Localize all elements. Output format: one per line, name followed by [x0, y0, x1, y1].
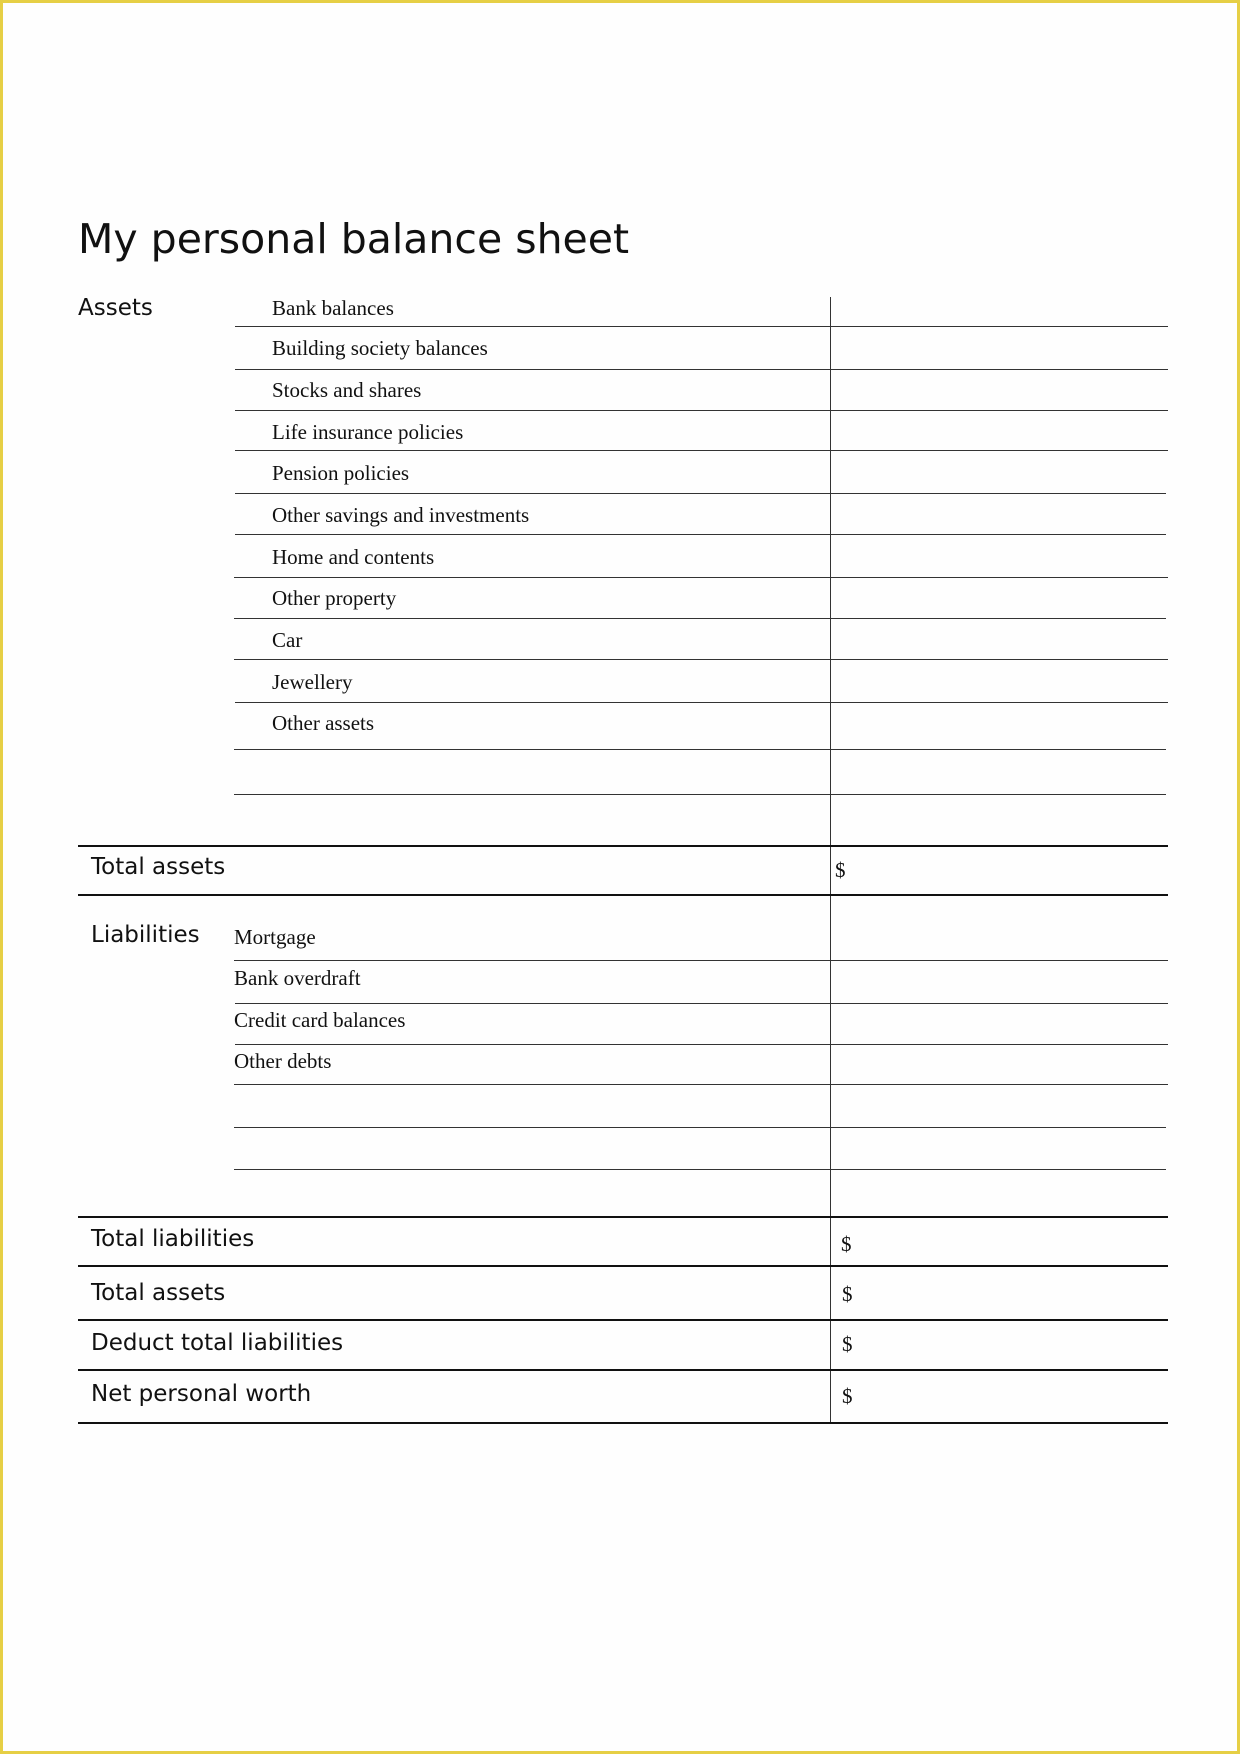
- asset-item-home-contents: Home and contents: [272, 545, 435, 569]
- asset-item-other-property: Other property: [272, 586, 397, 610]
- summary-deduct-liabilities-label: Deduct total liabilities: [91, 1330, 344, 1356]
- asset-row-rule: [235, 493, 1166, 494]
- liability-value-field[interactable]: [832, 1046, 1168, 1083]
- total-assets-bottom-rule: [78, 894, 1168, 896]
- summary-net-worth-currency: $: [842, 1384, 853, 1408]
- summary-total-assets-currency: $: [842, 1282, 853, 1306]
- asset-blank-label-field[interactable]: [234, 796, 828, 844]
- liability-row-rule: [234, 960, 1168, 961]
- asset-item-building-society: Building society balances: [272, 336, 488, 360]
- summary-net-worth-value-field[interactable]: [860, 1372, 1168, 1421]
- asset-value-field[interactable]: [832, 328, 1168, 368]
- asset-value-field[interactable]: [832, 412, 1168, 449]
- asset-blank-row-rule: [234, 794, 1166, 795]
- liability-value-field[interactable]: [832, 1086, 1168, 1126]
- summary-row-rule: [78, 1265, 1168, 1267]
- asset-item-jewellery: Jewellery: [272, 670, 353, 694]
- asset-value-field[interactable]: [832, 579, 1168, 617]
- asset-row-rule: [235, 450, 1168, 451]
- liabilities-section-label: Liabilities: [91, 922, 200, 948]
- liability-item-mortgage: Mortgage: [234, 925, 316, 949]
- total-liabilities-currency: $: [841, 1232, 852, 1256]
- liability-blank-label-field[interactable]: [234, 1086, 828, 1126]
- liability-blank-label-field[interactable]: [234, 1171, 828, 1215]
- summary-deduct-liabilities-value-field[interactable]: [860, 1322, 1168, 1368]
- liability-value-field[interactable]: [832, 962, 1168, 1002]
- total-assets-currency: $: [835, 858, 846, 882]
- liability-row-rule: [235, 1044, 1168, 1045]
- asset-value-field[interactable]: [832, 495, 1168, 533]
- asset-row-rule: [234, 577, 1168, 578]
- liability-blank-row-rule: [234, 1169, 1166, 1170]
- total-liabilities-value-field[interactable]: [859, 1219, 1168, 1264]
- asset-item-life-insurance: Life insurance policies: [272, 420, 464, 444]
- liability-blank-row-rule: [234, 1127, 1166, 1128]
- liability-value-field[interactable]: [832, 1129, 1168, 1168]
- liability-item-bank-overdraft: Bank overdraft: [234, 966, 361, 990]
- asset-row-rule: [235, 702, 1168, 703]
- asset-row-rule: [235, 534, 1166, 535]
- asset-item-other-assets: Other assets: [272, 711, 375, 735]
- page-title: My personal balance sheet: [78, 215, 630, 263]
- total-liabilities-top-rule: [78, 1216, 1168, 1218]
- total-assets-value-field[interactable]: [853, 849, 1168, 893]
- asset-row-rule: [235, 410, 1168, 411]
- liability-row-rule: [235, 1003, 1168, 1004]
- liability-value-field[interactable]: [832, 1171, 1168, 1215]
- asset-value-field[interactable]: [832, 704, 1168, 748]
- asset-row-rule: [234, 749, 1166, 750]
- summary-row-rule: [78, 1319, 1168, 1321]
- value-column-divider-liabilities: [830, 896, 831, 1216]
- asset-row-rule: [234, 659, 1168, 660]
- liability-blank-label-field[interactable]: [234, 1129, 828, 1168]
- total-assets-label: Total assets: [91, 854, 226, 880]
- asset-value-field[interactable]: [832, 796, 1168, 844]
- liability-item-credit-card: Credit card balances: [234, 1008, 406, 1032]
- asset-item-stocks-shares: Stocks and shares: [272, 378, 422, 402]
- summary-total-assets-value-field[interactable]: [860, 1268, 1168, 1318]
- asset-item-car: Car: [272, 628, 303, 652]
- value-column-divider-assets: [830, 297, 831, 845]
- asset-row-rule: [235, 326, 1168, 327]
- total-liabilities-label: Total liabilities: [91, 1226, 255, 1252]
- asset-blank-label-field[interactable]: [234, 751, 828, 793]
- asset-item-bank-balances: Bank balances: [272, 296, 394, 320]
- total-assets-top-rule: [78, 845, 1168, 847]
- asset-value-field[interactable]: [832, 536, 1168, 576]
- asset-value-field[interactable]: [832, 661, 1168, 701]
- summary-bottom-rule: [78, 1422, 1168, 1424]
- asset-item-other-savings: Other savings and investments: [272, 503, 530, 527]
- summary-deduct-liabilities-currency: $: [842, 1332, 853, 1356]
- liability-value-field[interactable]: [832, 898, 1168, 959]
- value-column-divider-total-assets: [830, 847, 831, 895]
- assets-section-label: Assets: [78, 295, 153, 321]
- asset-value-field[interactable]: [832, 620, 1168, 658]
- asset-item-pension-policies: Pension policies: [272, 461, 410, 485]
- summary-net-worth-label: Net personal worth: [91, 1381, 312, 1407]
- asset-row-rule: [235, 369, 1168, 370]
- asset-value-field[interactable]: [832, 371, 1168, 409]
- asset-value-field[interactable]: [832, 751, 1168, 793]
- liability-value-field[interactable]: [832, 1005, 1168, 1043]
- summary-total-assets-label: Total assets: [91, 1280, 226, 1306]
- asset-value-field[interactable]: [832, 297, 1168, 326]
- liability-item-other-debts: Other debts: [234, 1049, 332, 1073]
- summary-row-rule: [78, 1369, 1168, 1371]
- asset-value-field[interactable]: [832, 452, 1168, 492]
- asset-row-rule: [234, 618, 1166, 619]
- liability-row-rule: [234, 1084, 1168, 1085]
